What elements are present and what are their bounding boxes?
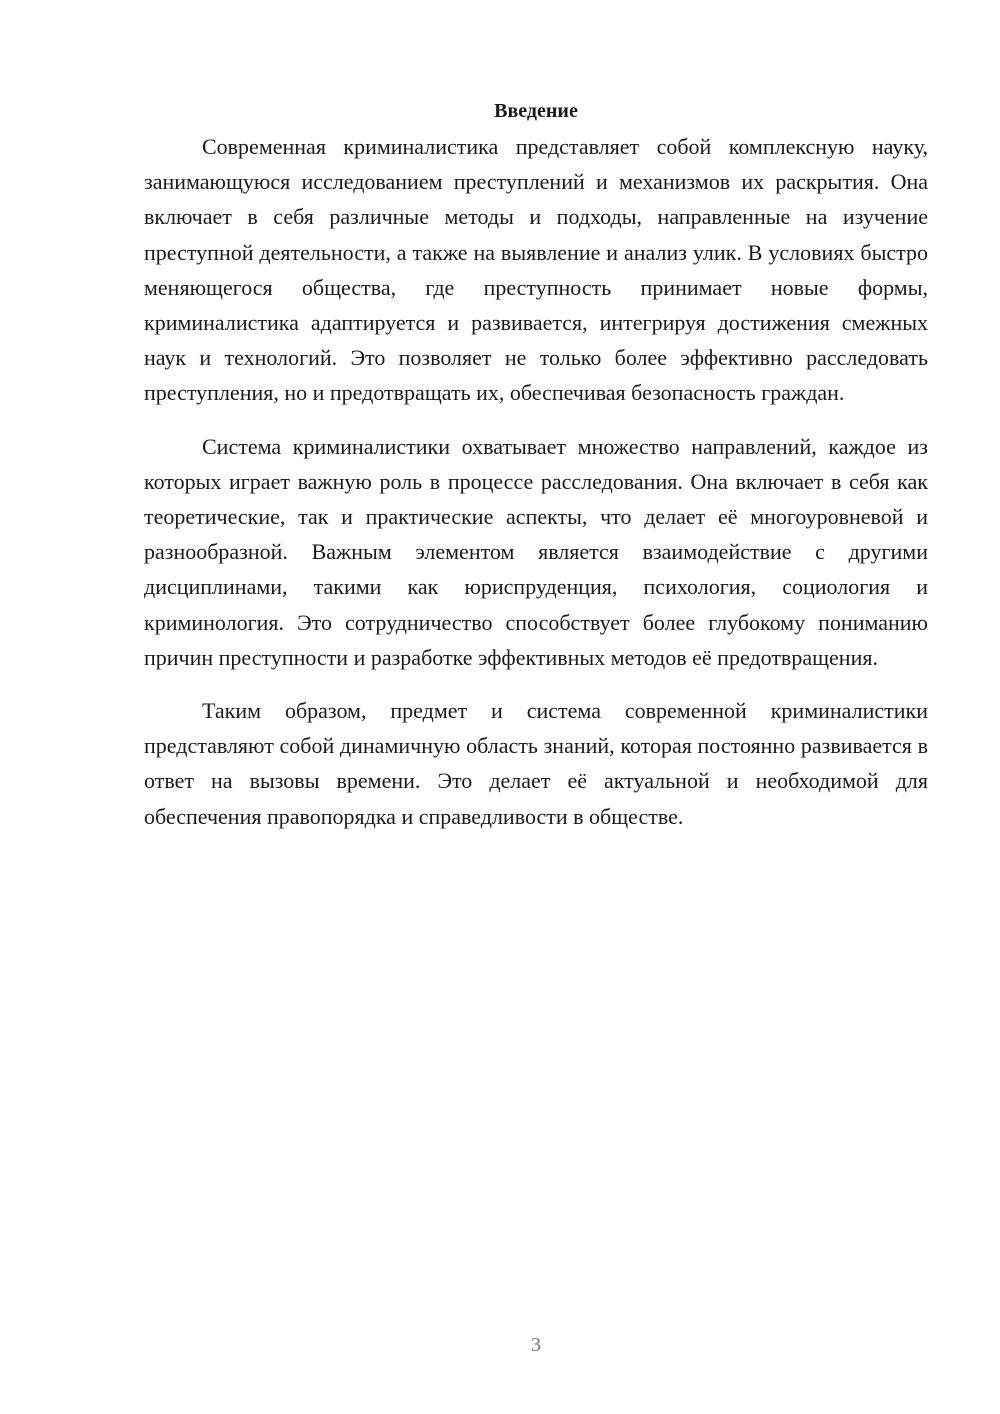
paragraph-2: Система криминалистики охватывает множество направлений, каждое из которых играет важную роль в процессе расследования. Она включает в себя как теоретические, так и практические аспекты, что делает её многоуровневой и разнообразной. Важным элементом является взаимодействие с другими дисциплинами, такими как юриспруденция, психология, социология и криминология. Это сотрудничество способствует более глубокому пониманию причин преступности и разработке эффективных методов её предотвращения. bbox=[144, 433, 928, 670]
page-number: 3 bbox=[531, 1334, 541, 1356]
paragraph-1: Современная криминалистика представляет собой комплексную науку, занимающуюся исследованием преступлений и механизмов их раскрытия. Она включает в себя различные методы и подходы, направленные на изучение преступной деятельности, а также на выявление и анализ улик. В условиях быстро меняющегося общества, где преступность принимает новые формы, криминалистика адаптируется и развивается, интегрируя достижения смежных наук и технологий. Это позволяет не только более эффективно расследовать преступления, но и предотвращать их, обеспечивая безопасность граждан. bbox=[144, 134, 928, 406]
paragraph-3: Таким образом, предмет и система современной криминалистики представляют собой динамичную область знаний, которая постоянно развивается в ответ на вызовы времени. Это делает её актуальной и необходимой для обеспечения правопорядка и справедливости в обществе. bbox=[144, 698, 928, 829]
section-title: Введение bbox=[494, 100, 578, 122]
page-content bbox=[144, 96, 928, 834]
